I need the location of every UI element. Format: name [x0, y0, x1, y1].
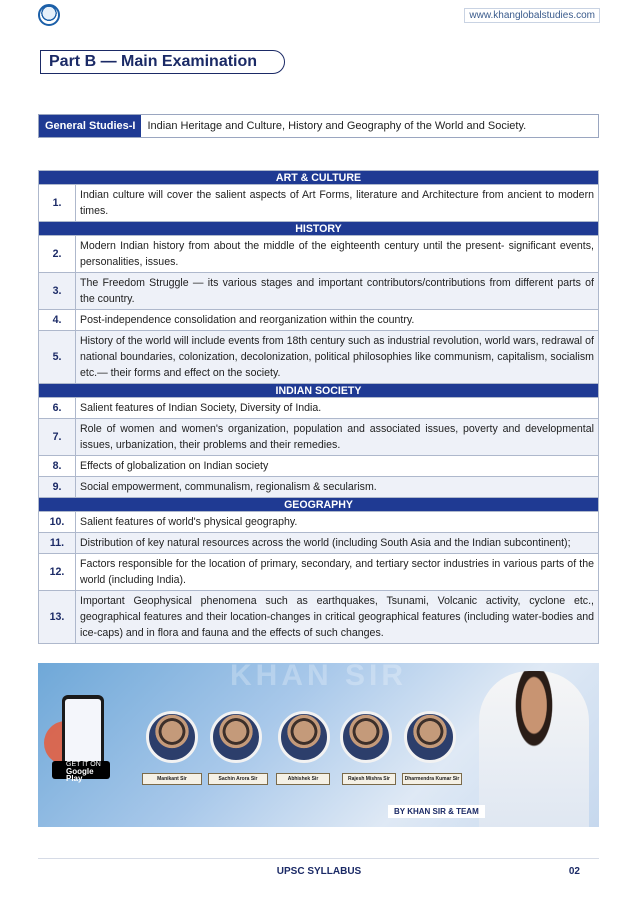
part-title: Part B — Main Examination [49, 53, 258, 70]
row-number: 3. [39, 273, 76, 310]
faculty-photo [340, 711, 392, 763]
row-number: 6. [39, 398, 76, 419]
row-text: Post-independence consolidation and reorganization within the country. [76, 310, 599, 331]
page-number: 02 [568, 866, 580, 877]
row-text: Salient features of world's physical geography. [76, 512, 599, 533]
row-number: 9. [39, 477, 76, 498]
section-header-row [39, 171, 599, 185]
row-text: Social empowerment, communalism, regionalism & secularism. [76, 477, 599, 498]
row-text: Salient features of Indian Society, Diversity of India. [76, 398, 599, 419]
by-line: BY KHAN SIR & TEAM [388, 805, 485, 818]
table-row [39, 331, 599, 384]
section-header-row [39, 384, 599, 398]
faculty-photo [278, 711, 330, 763]
site-url[interactable]: www.khanglobalstudies.com [464, 8, 600, 23]
row-text: History of the world will include events from 18th century such as industrial revolution, world wars, redrawal of national boundaries, colonization, decolonization, political philosophies like communism, capitalism, socialism etc.— their forms and effect on the society. [76, 331, 599, 384]
table-row [39, 533, 599, 554]
row-number: 4. [39, 310, 76, 331]
row-number: 7. [39, 419, 76, 456]
store-small-text: GET IT ON [66, 761, 101, 768]
gs-value: Indian Heritage and Culture, History and Geography of the World and Society. [147, 120, 527, 132]
promo-banner[interactable] [38, 663, 599, 827]
table-row [39, 273, 599, 310]
table-row [39, 591, 599, 644]
part-title-box [40, 50, 285, 74]
row-text: Factors responsible for the location of primary, secondary, and tertiary sector industries in various parts of the world (including India). [76, 554, 599, 591]
faculty-photo [146, 711, 198, 763]
row-text: Effects of globalization on Indian society [76, 456, 599, 477]
row-text: Modern Indian history from about the middle of the eighteenth century until the present- significant events, personalities, issues. [76, 236, 599, 273]
table-row [39, 310, 599, 331]
banner-watermark: KHAN SIR [229, 663, 407, 692]
table-row [39, 398, 599, 419]
syllabus-table [38, 170, 599, 644]
logo-icon [38, 4, 60, 26]
row-text: Indian culture will cover the salient aspects of Art Forms, literature and Architecture from ancient to modern times. [76, 185, 599, 222]
faculty-name: Rajesh Mishra Sir [342, 773, 396, 785]
table-row [39, 477, 599, 498]
row-number: 2. [39, 236, 76, 273]
row-number: 12. [39, 554, 76, 591]
table-row [39, 554, 599, 591]
gs-row [38, 114, 599, 138]
row-number: 10. [39, 512, 76, 533]
faculty-name: Sachin Arora Sir [208, 773, 268, 785]
table-row [39, 456, 599, 477]
google-play-badge[interactable] [52, 761, 110, 783]
section-title: HISTORY [39, 222, 599, 236]
faculty-name: Manikant Sir [142, 773, 202, 785]
khan-sir-photo [479, 671, 589, 827]
row-number: 8. [39, 456, 76, 477]
row-text: The Freedom Struggle — its various stages and important contributors/contributions from different parts of the country. [76, 273, 599, 310]
store-big-text: Google Play [66, 767, 94, 783]
faculty-photo [404, 711, 456, 763]
row-number: 11. [39, 533, 76, 554]
section-header-row [39, 498, 599, 512]
table-row [39, 419, 599, 456]
faculty-name: Abhishek Sir [276, 773, 330, 785]
row-text: Important Geophysical phenomena such as earthquakes, Tsunami, Volcanic activity, cyclone etc., geographical features and their location-changes in critical geographical features (including water-bodies and ice-caps) and in flora and fauna and the effects of such changes. [76, 591, 599, 644]
row-number: 1. [39, 185, 76, 222]
row-text: Distribution of key natural resources across the world (including South Asia and the Indian subcontinent); [76, 533, 599, 554]
footer-title: UPSC SYLLABUS [276, 866, 362, 877]
row-number: 5. [39, 331, 76, 384]
footer-divider [38, 858, 599, 859]
table-row [39, 185, 599, 222]
faculty-name: Dharmendra Kumar Sir [402, 773, 462, 785]
section-title: ART & CULTURE [39, 171, 599, 185]
section-header-row [39, 222, 599, 236]
section-title: INDIAN SOCIETY [39, 384, 599, 398]
gs-label: General Studies-I [39, 115, 141, 137]
faculty-photo [210, 711, 262, 763]
row-text: Role of women and women's organization, population and associated issues, poverty and developmental issues, urbanization, their problems and their remedies. [76, 419, 599, 456]
section-title: GEOGRAPHY [39, 498, 599, 512]
table-row [39, 236, 599, 273]
table-row [39, 512, 599, 533]
row-number: 13. [39, 591, 76, 644]
